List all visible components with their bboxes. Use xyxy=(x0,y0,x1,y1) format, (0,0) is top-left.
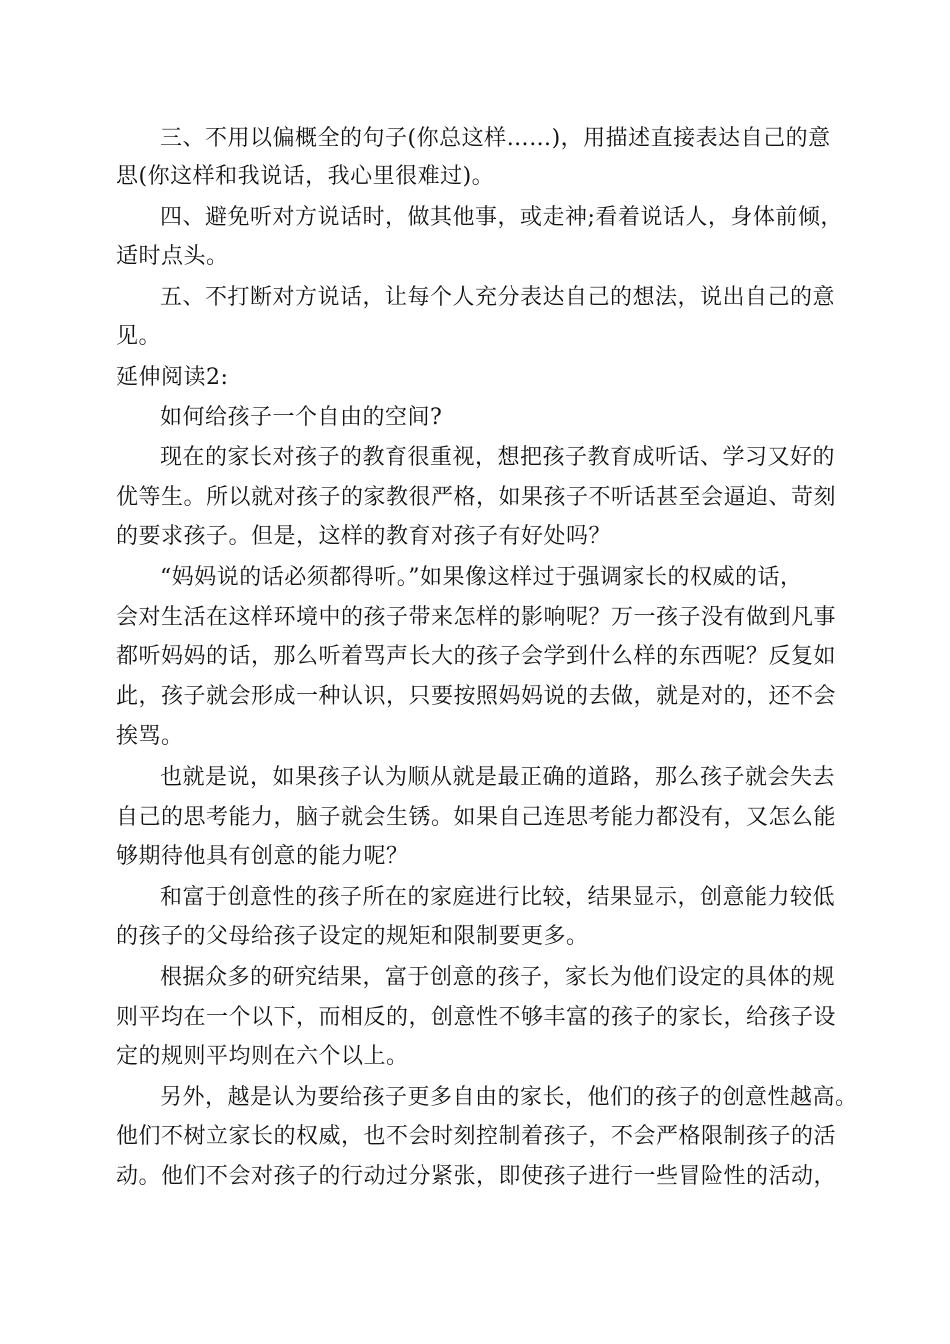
text-line: “妈妈说的话必须都得听。”如果像这样过于强调家长的权威的话， xyxy=(160,565,803,590)
text-line: 都听妈妈的话，那么听着骂声长大的孩子会学到什么样的东西呢？反复如 xyxy=(116,644,837,669)
text-line: 现在的家长对孩子的教育很重视，想把孩子教育成听话、学习又好的 xyxy=(160,445,836,470)
text-line: 和富于创意性的孩子所在的家庭进行比较，结果显示，创意能力较低 xyxy=(160,885,836,910)
text-line: 的要求孩子。但是，这样的教育对孩子有好处吗？ xyxy=(116,524,612,549)
text-line: 够期待他具有创意的能力呢？ xyxy=(116,844,409,869)
text-line: 三、不用以偏概全的句子(你总这样……)，用描述直接表达自己的意 xyxy=(160,126,831,151)
text-line: 五、不打断对方说话，让每个人充分表达自己的想法，说出自己的意 xyxy=(160,285,836,310)
text-line: 定的规则平均则在六个以上。 xyxy=(116,1044,409,1069)
text-line: 见。 xyxy=(116,324,162,349)
text-line: 根据众多的研究结果，富于创意的孩子，家长为他们设定的具体的规 xyxy=(160,965,836,990)
text-line: 优等生。所以就对孩子的家教很严格，如果孩子不听话甚至会逼迫、苛刻 xyxy=(116,485,837,510)
article-title: 如何给孩子一个自由的空间? xyxy=(160,405,443,430)
text-line: 也就是说，如果孩子认为顺从就是最正确的道路，那么孩子就会失去 xyxy=(160,765,836,790)
text-line: 自己的思考能力，脑子就会生锈。如果自己连思考能力都没有，又怎么能 xyxy=(116,805,837,830)
text-line: 的孩子的父母给孩子设定的规矩和限制要更多。 xyxy=(116,924,589,949)
text-line: 则平均在一个以下，而相反的，创意性不够丰富的孩子的家长，给孩子设 xyxy=(116,1005,837,1030)
text-line: 思(你这样和我说话，我心里很难过)。 xyxy=(116,164,495,189)
text-line: 此，孩子就会形成一种认识，只要按照妈妈说的去做，就是对的，还不会 xyxy=(116,684,837,709)
text-line: 适时点头。 xyxy=(116,244,229,269)
text-line: 挨骂。 xyxy=(116,724,184,749)
text-line: 会对生活在这样环境中的孩子带来怎样的影响呢？万一孩子没有做到凡事 xyxy=(116,605,837,630)
section-heading: 延伸阅读2: xyxy=(116,365,229,390)
text-line: 他们不树立家长的权威，也不会时刻控制着孩子，不会严格限制孩子的活 xyxy=(116,1124,837,1149)
text-line: 四、避免听对方说话时，做其他事，或走神;看着说话人，身体前倾， xyxy=(160,205,843,230)
text-line: 动。他们不会对孩子的行动过分紧张，即使孩子进行一些冒险性的活动， xyxy=(116,1164,837,1189)
text-line: 另外，越是认为要给孩子更多自由的家长，他们的孩子的创意性越高。 xyxy=(160,1085,858,1110)
